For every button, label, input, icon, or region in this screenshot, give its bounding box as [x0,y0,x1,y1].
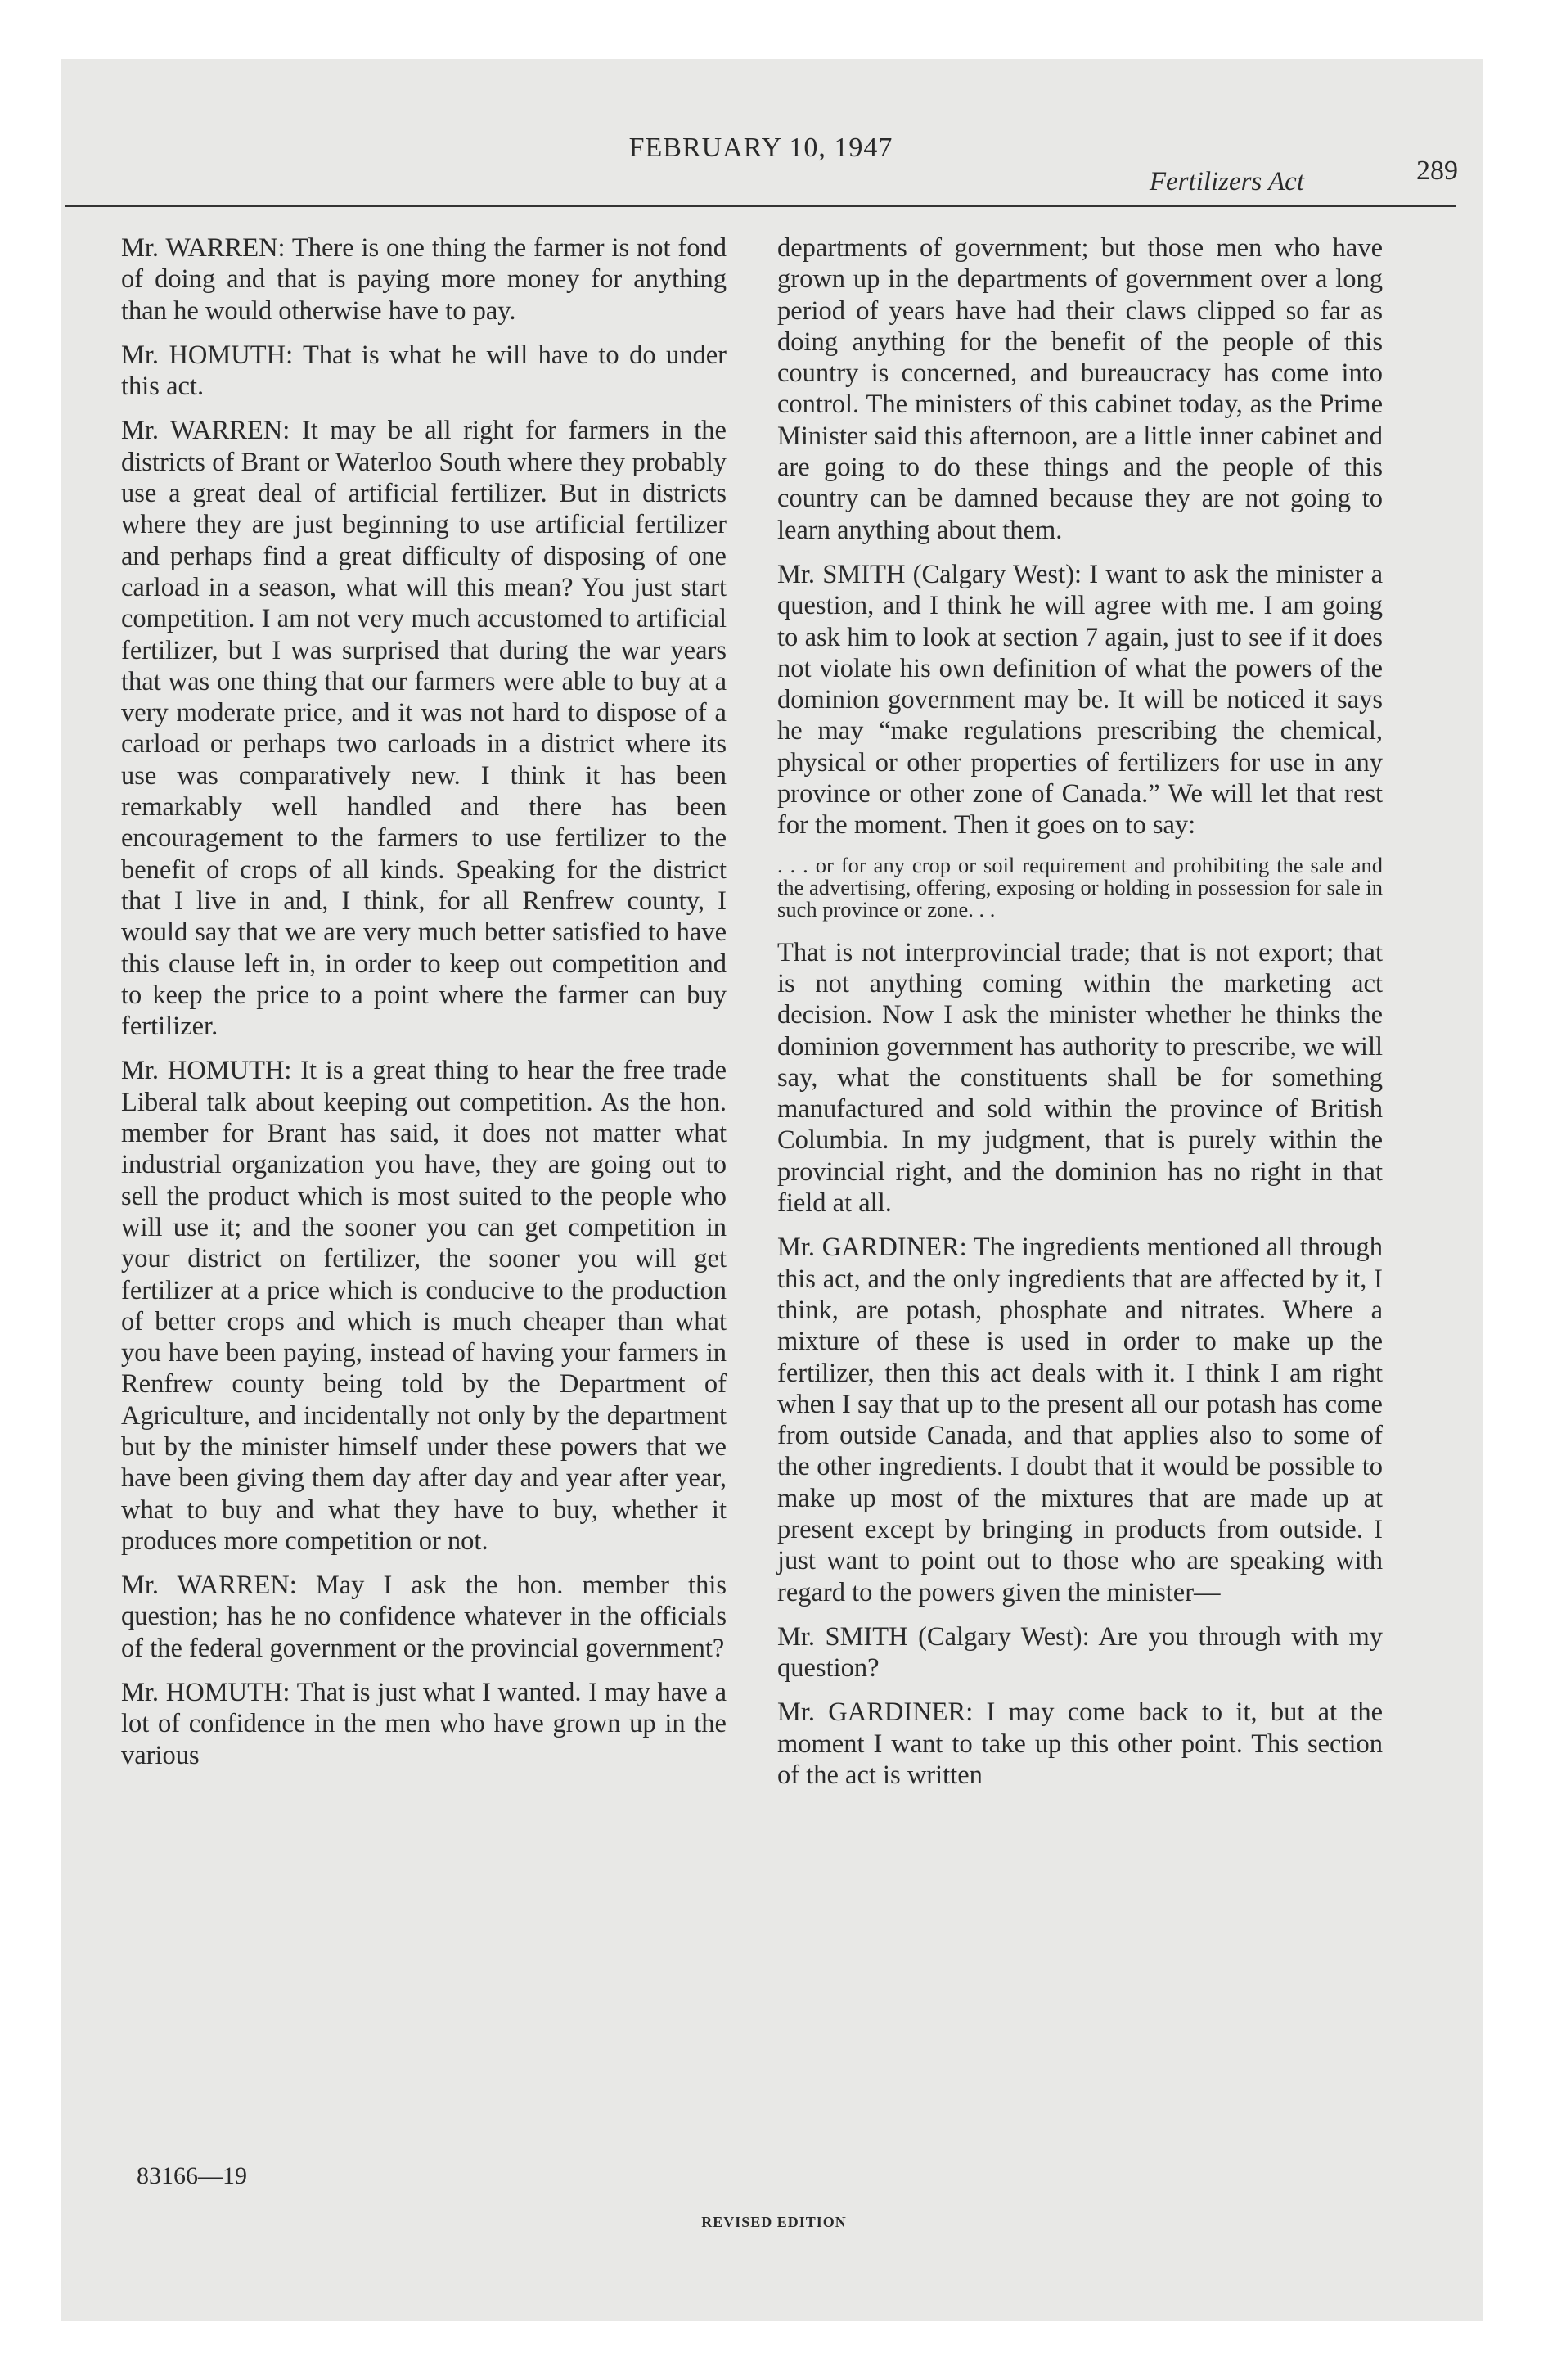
paragraph: Mr. WARREN: May I ask the hon. member this question; has he no confidence whatever in the officials of the federal government or the provincial government? [121,1571,727,1663]
paragraph: Mr. HOMUTH: That is what he will have to do under this act. [121,340,727,402]
quoted-excerpt: . . . or for any crop or soil requirement and prohibiting the sale and the advertising, offering, exposing or holding in possession for sale in such province or zone. . . [777,852,1383,922]
right-column [777,232,1383,1804]
header-date: FEBRUARY 10, 1947 [628,133,893,163]
paragraph: Mr. SMITH (Calgary West): I want to ask the minister a question, and I think he will agree with me. I am going to ask him to look at section 7 again, just to see if it does not violate his own definition of what the powers of the dominion government may be. It will be noticed it says he may “make regulations prescribing the chemical, physical or other properties of fertilizers for use in any province or other zone of Canada.” We will let that rest for the moment. Then it goes on to say: [777,559,1383,841]
header-section-title: Fertilizers Act [1149,167,1304,196]
paragraph: Mr. GARDINER: I may come back to it, but at the moment I want to take up this other point. This section of the act is written [777,1697,1383,1791]
paragraph: departments of government; but those men who have grown up in the departments of government over a long period of years have had their claws clipped so far as doing anything for the benefit of the people of this country is concerned, and bureaucracy has come into control. The ministers of this cabinet today, as the Prime Minister said this afternoon, are a little inner cabinet and are going to do these things and the people of this country can be damned because they are not going to learn anything about them. [777,233,1383,545]
header-rule [65,205,1456,207]
paragraph: Mr. SMITH (Calgary West): Are you through with my question? [777,1621,1383,1684]
paragraph: Mr. HOMUTH: It is a great thing to hear the free trade Liberal talk about keeping out competition. As the hon. member for Brant has said, it does not matter what industrial organization you have, they are going out to sell the product which is most suited to the people who will use it; and the sooner you can get competition in your district on fertilizer, the sooner you will get fertilizer at a price which is conducive to the production of better crops and which is much cheaper than what you have been paying, instead of having your farmers in Renfrew county being told by the Department of Agriculture, and incidentally not only by the department but by the minister himself under these powers that we have been giving them day after day and year after year, what to buy and what they have to buy, whether it produces more competition or not. [121,1056,727,1556]
paragraph: Mr. WARREN: There is one thing the farmer is not fond of doing and that is paying more money for anything than he would otherwise have to pay. [121,233,727,326]
left-column [121,232,727,1784]
printer-signature: 83166—19 [137,2162,247,2189]
paragraph: That is not interprovincial trade; that is not export; that is not anything coming within the marketing act decision. Now I ask the minister whether he thinks the dominion government has authority to prescribe, we will say, what the constituents shall be for something manufactured and sold within the province of British Columbia. In my judgment, that is purely within the provincial right, and the dominion has no right in that field at all. [777,937,1383,1219]
paragraph: Mr. GARDINER: The ingredients mentioned all through this act, and the only ingredients that are affected by it, I think, are potash, phosphate and nitrates. Where a mixture of these is used in order to make up the fertilizer, then this act deals with it. I think I am right when I say that up to the present all our potash has come from outside Canada, and that applies also to some of the other ingredients. I doubt that it would be possible to make up most of the mixtures that are made up at present except by bringing in products from outside. I just want to point out to those who are speaking with regard to the powers given the minister— [777,1233,1383,1607]
page-number: 289 [1416,156,1458,186]
paragraph: Mr. WARREN: It may be all right for farmers in the districts of Brant or Waterloo South where they probably use a great deal of artificial fertilizer. But in districts where they are just beginning to use artificial fertilizer and perhaps find a great difficulty of disposing of one carload in a season, what will this mean? You just start competition. I am not very much accustomed to artificial fertilizer, but I was surprised that during the war years that was one thing that our farmers were able to buy at a very moderate price, and it was not hard to dispose of a carload or perhaps two carloads in a district where its use was comparatively new. I think it has been remarkably well handled and there has been encouragement to the farmers to use fertilizer to the benefit of crops of all kinds. Speaking for the district that I live in and, I think, for all Renfrew county, I would say that we are very much better satisfied to have this clause left in, in order to keep out competition and to keep the price to a point where the farmer can buy fertilizer. [121,416,727,1042]
edition-note: REVISED EDITION [701,2214,847,2230]
paragraph: Mr. HOMUTH: That is just what I wanted. I may have a lot of confidence in the men who have grown up in the various [121,1678,727,1770]
page-header [64,75,1458,198]
